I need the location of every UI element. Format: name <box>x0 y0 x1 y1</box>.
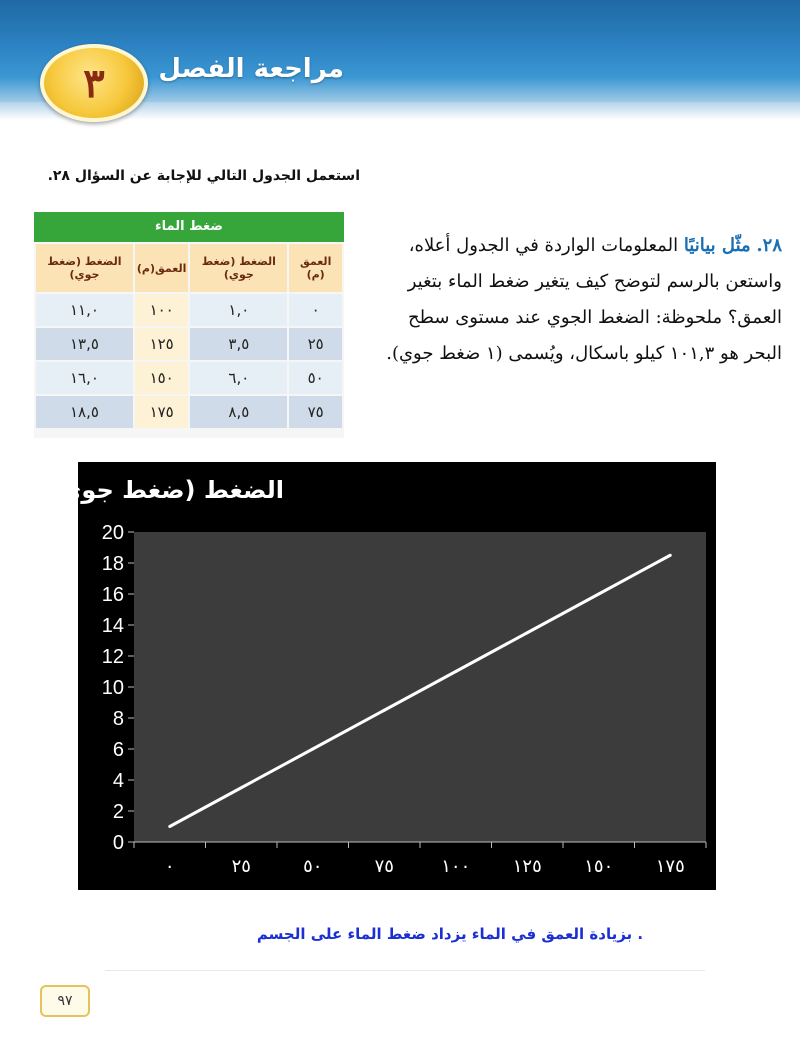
table-cell: ١,٠ <box>190 294 287 326</box>
chart-title: الضغط (ضغط جوي ) <box>40 476 284 504</box>
data-point <box>526 631 529 634</box>
table-title: ضغط الماء <box>34 212 344 242</box>
data-point <box>669 554 672 557</box>
table-cell: ١٥٠ <box>135 362 189 394</box>
table-header-cell: الضغط (ضغط جوي) <box>36 244 133 292</box>
table-header-cell: الضغط (ضغط جوي) <box>190 244 287 292</box>
table-cell: ٢٥ <box>289 328 342 360</box>
y-tick-label: 14 <box>101 615 124 637</box>
x-tick-label: ٥٠ <box>303 856 323 877</box>
x-tick-label: ١٧٥ <box>655 856 685 877</box>
chapter-number-badge: ٣ <box>40 44 148 122</box>
data-point <box>240 786 243 789</box>
data-point <box>311 748 314 751</box>
table-cell: ١٠٠ <box>135 294 189 326</box>
y-tick-label: 18 <box>101 553 124 575</box>
question-28 <box>372 228 782 372</box>
y-tick-label: 16 <box>101 584 124 606</box>
table-header-cell: العمق(م) <box>135 244 189 292</box>
table-row <box>36 294 342 326</box>
x-tick-label: ٠ <box>164 856 175 877</box>
table-cell: ٦,٠ <box>190 362 287 394</box>
y-tick-label: 10 <box>101 677 124 699</box>
table-cell: ٥٠ <box>289 362 342 394</box>
table-cell: ١٧٥ <box>135 396 189 428</box>
table-cell: ٣,٥ <box>190 328 287 360</box>
y-tick-label: 4 <box>112 770 124 792</box>
footer-divider <box>105 970 705 971</box>
conclusion-text: . بزيادة العمق في الماء يزداد ضغط الماء على الجسم <box>256 925 644 943</box>
x-tick-label: ٧٥ <box>374 856 394 877</box>
data-point <box>454 670 457 673</box>
x-tick-label: ١٠٠ <box>441 856 471 877</box>
table-row <box>36 328 342 360</box>
chapter-title: مراجعة الفصل <box>158 54 344 84</box>
chart-plot-area <box>134 532 706 842</box>
question-number: ٢٨. <box>756 235 782 256</box>
page-number: ٩٧ <box>40 985 90 1017</box>
table-cell: ١١,٠ <box>36 294 133 326</box>
table-row <box>36 362 342 394</box>
y-tick-label: 8 <box>112 708 124 730</box>
table-header-cell: العمق (م) <box>289 244 342 292</box>
question-lead: مثّل بيانيًا <box>683 235 751 256</box>
x-tick-label: ٢٥ <box>231 856 251 877</box>
y-tick-label: 12 <box>101 646 124 668</box>
data-table <box>34 242 344 430</box>
table-cell: ٠ <box>289 294 342 326</box>
y-tick-label: 2 <box>112 801 124 823</box>
data-point <box>597 593 600 596</box>
chart-svg <box>40 462 716 890</box>
y-tick-label: 6 <box>112 739 124 761</box>
data-point <box>168 825 171 828</box>
x-tick-label: ١٥٠ <box>584 856 614 877</box>
question-text: المعلومات الواردة في الجدول أعلاه، واستعن بالرسم لتوضح كيف يتغير ضغط الماء بتغير العمق؟ ملحوظة: الضغط الجوي عند مستوى سطح البحر هو ١٠١,٣ كيلو باسكال، ويُسمى (١ ضغط جوي). <box>386 235 782 364</box>
table-cell: ١٦,٠ <box>36 362 133 394</box>
x-tick-label: ١٢٥ <box>512 856 542 877</box>
data-point <box>383 709 386 712</box>
pressure-depth-chart <box>40 462 716 890</box>
table-cell: ١٨,٥ <box>36 396 133 428</box>
table-cell: ١٢٥ <box>135 328 189 360</box>
y-tick-label: 20 <box>101 522 124 544</box>
table-cell: ٧٥ <box>289 396 342 428</box>
y-tick-label: 0 <box>112 832 124 854</box>
table-cell: ١٣,٥ <box>36 328 133 360</box>
table-cell: ٨,٥ <box>190 396 287 428</box>
table-instruction: استعمل الجدول التالي للإجابة عن السؤال ٢٨. <box>47 168 360 184</box>
water-pressure-table <box>34 212 344 438</box>
table-row <box>36 396 342 428</box>
